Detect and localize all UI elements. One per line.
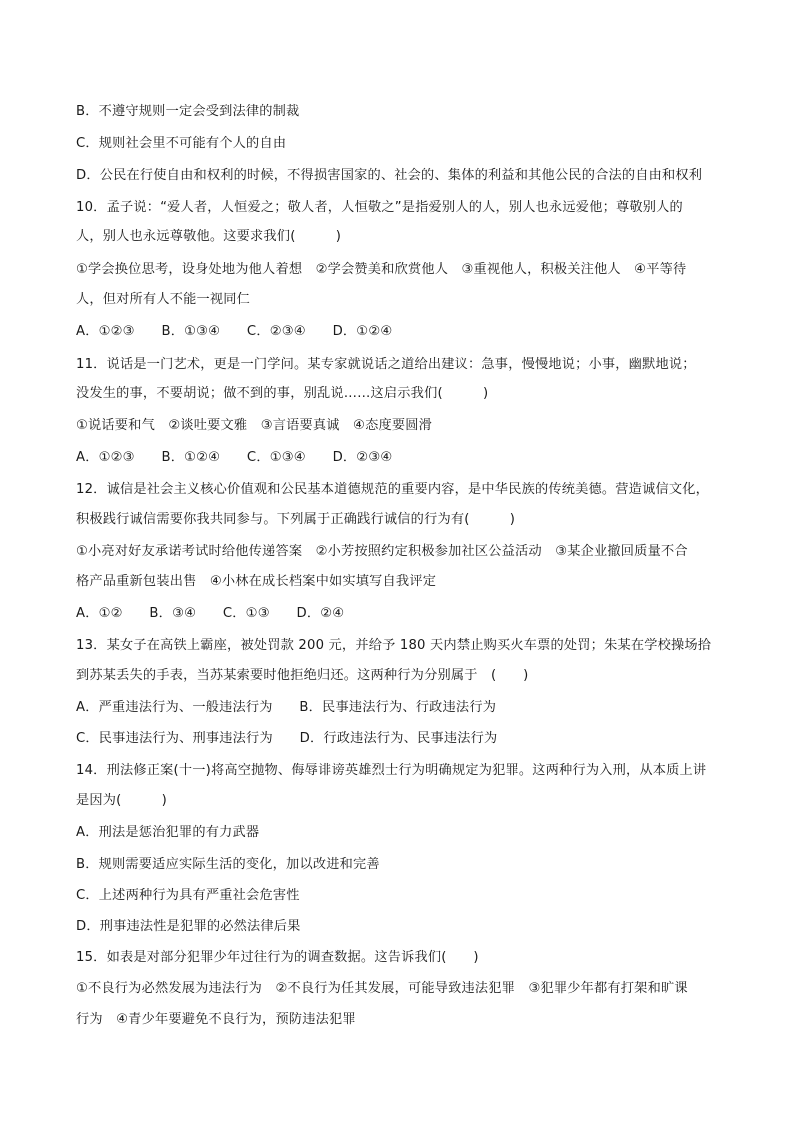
question-14-stem-line2: 是因为( ) [76,793,168,808]
question-15-statements-line1: ①不良行为必然发展为违法行为 ②不良行为任其发展，可能导致违法犯罪 ③犯罪少年都有打架和旷课 [76,981,688,996]
option-a-q14: A．刑法是惩治犯罪的有力武器 [76,825,260,840]
question-11-stem-line1: 11．说话是一门艺术，更是一门学问。某专家就说话之道给出建议：急事，慢慢地说；小事，幽默地说； [76,357,696,372]
question-10-options: A．①②③ B．①③④ C．②③④ D．①②④ [76,324,393,339]
question-11-stem-line2: 没发生的事，不要胡说；做不到的事，别乱说……这启示我们( ) [76,386,489,401]
question-15-stem: 15．如表是对部分犯罪少年过往行为的调查数据。这告诉我们( ) [76,950,479,965]
question-12-statements-line1: ①小亮对好友承诺考试时给他传递答案 ②小芳按照约定积极参加社区公益活动 ③某企业撤回质量不合 [76,544,688,559]
option-d-q14: D．刑事违法性是犯罪的必然法律后果 [76,919,301,934]
option-c-q14: C．上述两种行为具有严重社会危害性 [76,888,300,903]
option-c-q9: C．规则社会里不可能有个人的自由 [76,136,287,151]
question-10-stem-line2: 人，别人也永远尊敬他。这要求我们( ) [76,229,342,244]
question-12-stem-line2: 积极践行诚信需要你我共同参与。下列属于正确践行诚信的行为有( ) [76,512,516,527]
option-b-q14: B．规则需要适应实际生活的变化，加以改进和完善 [76,857,380,872]
question-15-statements-line2: 行为 ④青少年要避免不良行为，预防违法犯罪 [76,1012,356,1027]
question-12-stem-line1: 12．诚信是社会主义核心价值观和公民基本道德规范的重要内容，是中华民族的传统美德。营造诚信文化， [76,482,710,497]
question-12-statements-line2: 格产品重新包装出售 ④小林在成长档案中如实填写自我评定 [76,574,437,589]
question-10-stem-line1: 10．孟子说：“爱人者，人恒爱之；敬人者，人恒敬之”是指爱别人的人，别人也永远爱他；尊敬别人的 [76,200,683,215]
option-d-q9: D．公民在行使自由和权利的时候，不得损害国家的、社会的、集体的利益和其他公民的合法的自由和权利 [76,168,703,183]
option-b-q9: B．不遵守规则一定会受到法律的制裁 [76,104,300,119]
question-13-options-ab: A．严重违法行为、一般违法行为 B．民事违法行为、行政违法行为 [76,700,497,715]
question-12-options: A．①② B．③④ C．①③ D．②④ [76,606,345,621]
question-13-stem-line2: 到苏某丢失的手表，当苏某索要时他拒绝归还。这两种行为分别属于 ( ) [76,668,529,683]
question-13-stem-line1: 13．某女子在高铁上霸座，被处罚款 200 元，并给予 180 天内禁止购买火车票的处罚；朱某在学校操场拾 [76,638,712,653]
question-13-options-cd: C．民事违法行为、刑事违法行为 D．行政违法行为、民事违法行为 [76,731,498,746]
question-10-statements-line2: 人，但对所有人不能一视同仁 [76,292,251,307]
question-14-stem-line1: 14．刑法修正案(十一)将高空抛物、侮辱诽谤英雄烈士行为明确规定为犯罪。这两种行为入刑，从本质上讲 [76,763,707,778]
question-10-statements-line1: ①学会换位思考，设身处地为他人着想 ②学会赞美和欣赏他人 ③重视他人，积极关注他人 ④平等待 [76,262,687,277]
question-11-options: A．①②③ B．①②④ C．①③④ D．②③④ [76,450,393,465]
question-11-statements: ①说话要和气 ②谈吐要文雅 ③言语要真诚 ④态度要圆滑 [76,418,432,433]
